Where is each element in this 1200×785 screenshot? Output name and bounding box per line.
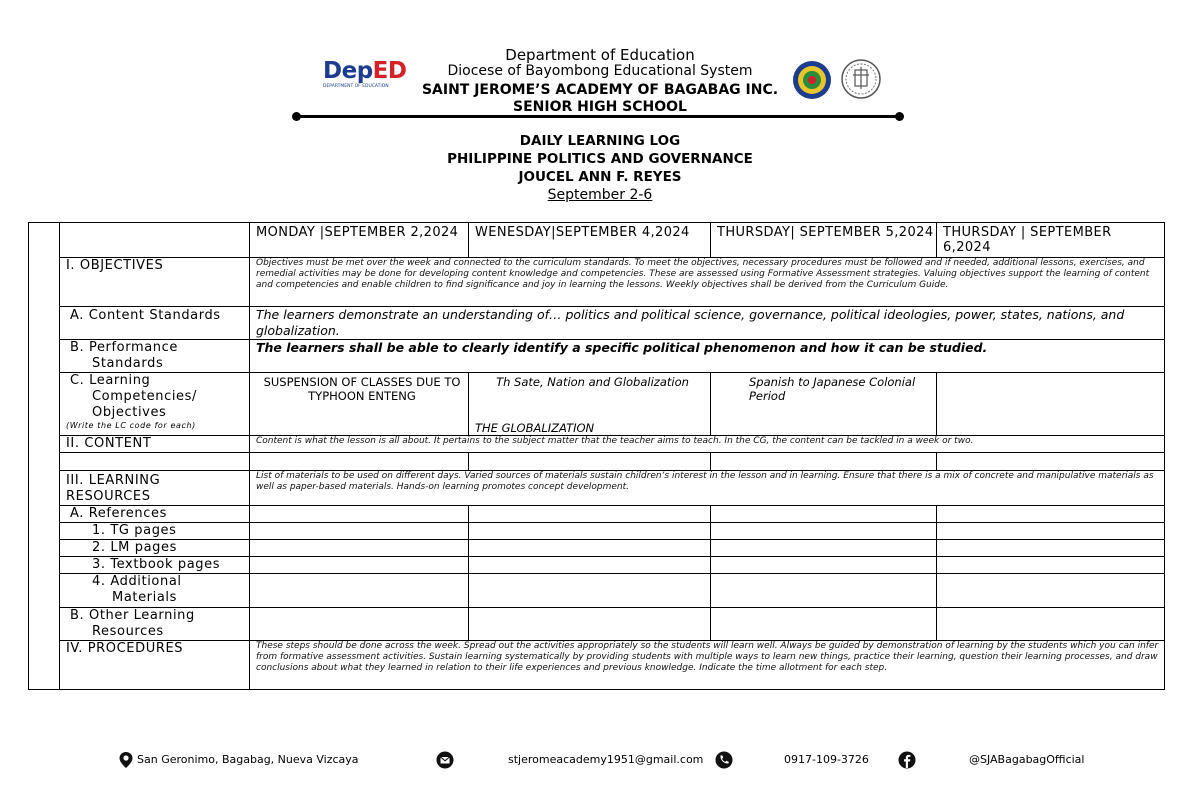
margin-column (29, 223, 60, 690)
table-row (29, 557, 1165, 574)
school-name: SAINT JEROME’S ACADEMY OF BAGABAG INC. (421, 82, 779, 98)
textbook-cell-thursday[interactable] (711, 557, 937, 574)
day-header-friday: THURSDAY | SEPTEMBER 6,2024 (937, 223, 1165, 258)
other-cell-monday[interactable] (250, 608, 469, 641)
competency-wednesday-topic: Th Sate, Nation and Globalization (496, 375, 689, 389)
footer-phone: 0917-109-3726 (784, 753, 869, 766)
facebook-icon (898, 751, 916, 769)
table-row (29, 506, 1165, 523)
competency-friday (937, 373, 1165, 436)
lm-pages-label: 2. LM pages (60, 540, 250, 557)
tg-cell-thursday[interactable] (711, 523, 937, 540)
competency-wednesday (469, 373, 711, 436)
competencies-label (60, 373, 250, 436)
school-level: SENIOR HIGH SCHOOL (513, 99, 687, 115)
textbook-cell-friday[interactable] (937, 557, 1165, 574)
subject-title: PHILIPPINE POLITICS AND GOVERNANCE (447, 151, 753, 167)
diocese-name: Diocese of Bayombong Educational System (447, 63, 753, 79)
resources-label-line1: III. LEARNING (66, 473, 161, 488)
table-row (29, 540, 1165, 557)
week-date: September 2-6 (547, 187, 653, 203)
tg-cell-monday[interactable] (250, 523, 469, 540)
phone-icon (715, 751, 733, 769)
teacher-name: JOUCEL ANN F. REYES (518, 169, 682, 185)
competencies-label-line3: Objectives (92, 405, 167, 420)
department-name: Department of Education (505, 46, 695, 64)
tg-cell-friday[interactable] (937, 523, 1165, 540)
content-standards-text: The learners demonstrate an understanding of… politics and political science, governance, political ideologies, power, states, nations, and globalization. (250, 307, 1165, 340)
procedures-label: IV. PROCEDURES (60, 641, 250, 690)
other-cell-friday[interactable] (937, 608, 1165, 641)
content-cell-friday[interactable] (937, 453, 1165, 471)
references-cell-friday[interactable] (937, 506, 1165, 523)
textbook-cell-monday[interactable] (250, 557, 469, 574)
performance-standards-label (60, 340, 250, 373)
references-label: A. References (60, 506, 250, 523)
content-cell-monday[interactable] (250, 453, 469, 471)
objectives-note: Objectives must be met over the week and connected to the curriculum standards. To meet the objectives, necessary procedures must be followed and if needed, additional lessons, exercises, and remedial activities may be done for developing content knowledge and competencies. These are assessed using Formative Assessment strategies. Valuing objectives support the learning of content and competencies and enable children to find significance and joy in learning the lessons. Weekly objectives shall be derived from the Curriculum Guide. (250, 258, 1165, 307)
other-label-line1: B. Other Learning (70, 608, 195, 623)
school-seal-icon (792, 60, 832, 100)
lm-cell-wednesday[interactable] (469, 540, 711, 557)
table-row (29, 608, 1165, 641)
additional-cell-monday[interactable] (250, 574, 469, 608)
table-row (29, 574, 1165, 608)
header-blank-cell (60, 223, 250, 258)
footer-email[interactable]: stjeromeacademy1951@gmail.com (508, 753, 704, 766)
textbook-cell-wednesday[interactable] (469, 557, 711, 574)
additional-label-line2: Materials (112, 590, 177, 605)
table-row (29, 340, 1165, 373)
day-header-thursday: THURSDAY| SEPTEMBER 5,2024 (711, 223, 937, 258)
other-label-line2: Resources (92, 624, 164, 639)
table-row (29, 373, 1165, 436)
deped-logo-blue: Dep (323, 58, 373, 84)
other-cell-thursday[interactable] (711, 608, 937, 641)
table-row (29, 641, 1165, 690)
footer-facebook[interactable]: @SJABagabagOfficial (969, 753, 1085, 766)
content-cell-wednesday[interactable] (469, 453, 711, 471)
location-pin-icon (117, 751, 135, 769)
deped-logo-red: ED (372, 58, 407, 84)
deped-logo-subtext: DEPARTMENT OF EDUCATION (323, 84, 389, 89)
table-row (29, 523, 1165, 540)
footer-address: San Geronimo, Bagabag, Nueva Vizcaya (137, 753, 359, 766)
header-divider (296, 115, 900, 118)
content-note: Content is what the lesson is all about. It pertains to the subject matter that the teacher aims to teach. In the CG, the content can be tackled in a week or two. (250, 436, 1165, 453)
competencies-note: (Write the LC code for each) (66, 421, 196, 430)
competencies-label-line1: C. Learning (70, 373, 151, 388)
table-row (29, 471, 1165, 506)
performance-label-line2: Standards (92, 356, 164, 371)
references-cell-wednesday[interactable] (469, 506, 711, 523)
table-row (29, 258, 1165, 307)
table-row (29, 307, 1165, 340)
additional-cell-friday[interactable] (937, 574, 1165, 608)
competencies-label-line2: Competencies/ (92, 389, 197, 404)
content-standards-label: A. Content Standards (60, 307, 250, 340)
table-row (29, 436, 1165, 453)
day-header-monday: MONDAY |SEPTEMBER 2,2024 (250, 223, 469, 258)
log-title: DAILY LEARNING LOG (519, 133, 681, 149)
additional-label-line1: 4. Additional (92, 574, 182, 589)
objectives-label: I. OBJECTIVES (60, 258, 250, 307)
table-row (29, 453, 1165, 471)
content-label: II. CONTENT (60, 436, 250, 453)
resources-label-line2: RESOURCES (66, 489, 151, 504)
additional-materials-label (60, 574, 250, 608)
lm-cell-thursday[interactable] (711, 540, 937, 557)
performance-label-line1: B. Performance (70, 340, 178, 355)
learning-resources-label (60, 471, 250, 506)
content-cell-thursday[interactable] (711, 453, 937, 471)
lm-cell-monday[interactable] (250, 540, 469, 557)
lm-cell-friday[interactable] (937, 540, 1165, 557)
diocese-seal-icon (840, 58, 882, 100)
performance-standards-text: The learners shall be able to clearly identify a specific political phenomenon and how it can be studied. (250, 340, 1165, 373)
additional-cell-thursday[interactable] (711, 574, 937, 608)
tg-pages-label: 1. TG pages (60, 523, 250, 540)
envelope-icon (436, 751, 454, 769)
tg-cell-wednesday[interactable] (469, 523, 711, 540)
procedures-note: These steps should be done across the week. Spread out the activities appropriately so the students will learn well. Always be guided by demonstration of learning by the students which you can infer from formative assessment activities. Sustain learning systematically by providing students with multiple ways to learn new things, practice their learning, question their learning processes, and draw conclusions about what they learned in relation to their life experiences and previous knowledge. Indicate the time allotment for each step. (250, 641, 1165, 690)
content-blank-label (60, 453, 250, 471)
competency-wednesday-subtopic: THE GLOBALIZATION (475, 421, 595, 435)
additional-cell-wednesday[interactable] (469, 574, 711, 608)
competency-monday: SUSPENSION OF CLASSES DUE TO TYPHOON ENTENG (250, 373, 469, 436)
other-cell-wednesday[interactable] (469, 608, 711, 641)
textbook-pages-label: 3. Textbook pages (60, 557, 250, 574)
references-cell-monday[interactable] (250, 506, 469, 523)
day-header-wednesday: WENESDAY|SEPTEMBER 4,2024 (469, 223, 711, 258)
daily-log-table (28, 222, 1165, 690)
references-cell-thursday[interactable] (711, 506, 937, 523)
table-row (29, 223, 1165, 258)
resources-note: List of materials to be used on different days. Varied sources of materials sustain children’s interest in the lesson and in learning. Ensure that there is a mix of concrete and manipulative materials as well as paper-based materials. Hands-on learning promotes concept development. (250, 471, 1165, 506)
other-resources-label (60, 608, 250, 641)
competency-thursday: Spanish to Japanese Colonial Period (711, 373, 937, 436)
